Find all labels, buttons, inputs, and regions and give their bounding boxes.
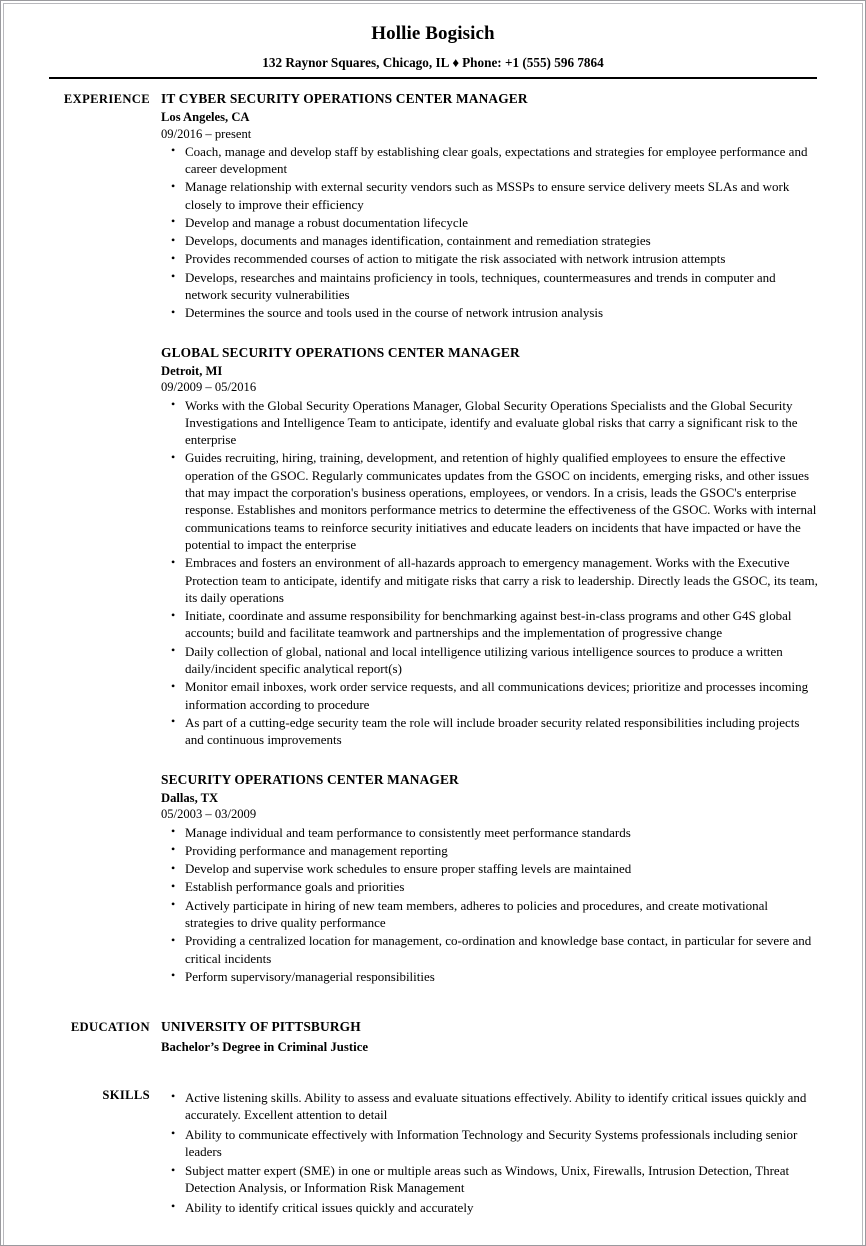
list-item: • Daily collection of global, national and local intelligence utilizing various intelligence sources to produce a written daily/incident specific analytical report(s) (161, 643, 818, 678)
list-item: • Coach, manage and develop staff by establishing clear goals, expectations and strategies for employee performance and career development (161, 143, 818, 178)
job-responsibility-list (161, 397, 818, 749)
list-item: • Manage individual and team performance to consistently meet performance standards (161, 824, 818, 841)
section-body-experience (161, 91, 862, 985)
section-label-experience: EXPERIENCE (63, 91, 150, 106)
job-title: IT CYBER SECURITY OPERATIONS CENTER MANAGER (161, 90, 528, 106)
job-location: Detroit, MI (161, 364, 223, 379)
diamond-separator-icon: ♦ (452, 54, 460, 70)
section-skills (4, 1087, 862, 1216)
list-item: • Active listening skills. Ability to assess and evaluate situations effectively. Ability to identify critical issues quickly and accurately. Excellent attention to detail (161, 1089, 824, 1124)
section-label-skills: SKILLS (102, 1087, 150, 1102)
candidate-phone: Phone: +1 (555) 596 7864 (462, 54, 604, 70)
candidate-contact-line (4, 55, 862, 71)
list-item: • Providing performance and management reporting (161, 842, 818, 859)
list-item: • Determines the source and tools used in the course of network intrusion analysis (161, 304, 818, 321)
list-item: • Guides recruiting, hiring, training, development, and retention of highly qualified employees to ensure the effective operation of the GSOC. Regularly communicates updates from the GSOC on incidents, emerging risks, and other issues that may impact the corporation's business operations, employees, or vendors. In a crisis, leads the GSOC's enterprise response. Establishes and monitors performance metrics to determine the effectiveness of the GSOC. Works with internal communications teams to reinforce security initiatives and educate leaders on incidents that have impacted or have the potential to impact the enterprise (161, 449, 818, 553)
job-responsibility-list (161, 143, 818, 322)
skills-list (161, 1089, 824, 1216)
list-item: • Manage relationship with external security vendors such as MSSPs to ensure service delivery meets SLAs and work closely to improve their efficiency (161, 178, 818, 213)
section-body-education (161, 1019, 862, 1056)
section-education (4, 1019, 862, 1056)
section-body-skills (161, 1087, 862, 1216)
candidate-address: 132 Raynor Squares, Chicago, IL (262, 54, 450, 70)
candidate-name: Hollie Bogisich (371, 23, 495, 44)
list-item: • Actively participate in hiring of new team members, adheres to policies and procedures, and create motivational strategies to drive quality performance (161, 897, 818, 932)
list-item: • Develops, documents and manages identification, containment and remediation strategies (161, 232, 818, 249)
section-label-education: EDUCATION (70, 1020, 150, 1035)
header-divider (49, 77, 817, 79)
list-item: • Provides recommended courses of action to mitigate the risk associated with network intrusion attempts (161, 250, 818, 267)
list-item: • Ability to communicate effectively with Information Technology and Security Systems professionals including senior leaders (161, 1126, 824, 1161)
list-item: • Works with the Global Security Operations Manager, Global Security Operations Specialists and the Global Security Investigations and Intelligence Team to anticipate, identify and evaluate global risks that carry a significant risk to the enterprise (161, 397, 818, 449)
list-item: • Establish performance goals and priorities (161, 878, 818, 895)
job-responsibility-list (161, 824, 818, 986)
job-title: GLOBAL SECURITY OPERATIONS CENTER MANAGER (161, 344, 520, 360)
resume-header (4, 4, 862, 79)
list-item: • Embraces and fosters an environment of all-hazards approach to emergency management. Works with the Executive Protection team to anticipate, identify and mitigate risks that carry a risk to leadership. Directly leads the GSOC, its team, its daily operations (161, 554, 818, 606)
list-item: • Develop and supervise work schedules to ensure proper staffing levels are maintained (161, 860, 818, 877)
experience-entry (161, 772, 818, 986)
job-title: SECURITY OPERATIONS CENTER MANAGER (161, 771, 459, 787)
job-dates: 05/2003 – 03/2009 (161, 807, 257, 822)
job-location: Dallas, TX (161, 791, 219, 806)
resume-page-frame (3, 3, 863, 1245)
list-item: • Initiate, coordinate and assume responsibility for benchmarking against best-in-class programs and other G4S global accounts; build and facilitate teamwork and partnerships and the implementation of progressive change (161, 607, 818, 642)
list-item: • Develop and manage a robust documentation lifecycle (161, 214, 818, 231)
list-item: • As part of a cutting-edge security team the role will include broader security related responsibilities including projects and continuous improvements (161, 714, 818, 749)
list-item: • Providing a centralized location for management, co-ordination and knowledge base contact, in particular for severe and critical incidents (161, 932, 818, 967)
job-dates: 09/2009 – 05/2016 (161, 380, 257, 395)
list-item: • Develops, researches and maintains proficiency in tools, techniques, countermeasures and trends in computer and network security vulnerabilities (161, 269, 818, 304)
job-dates: 09/2016 – present (161, 126, 252, 141)
experience-entry (161, 345, 818, 749)
list-item: • Subject matter expert (SME) in one or multiple areas such as Windows, Unix, Firewalls, Intrusion Detection, Threat Detection Analysis, or Information Risk Management (161, 1162, 824, 1197)
section-experience (4, 91, 862, 985)
education-school: UNIVERSITY OF PITTSBURGH (161, 1019, 361, 1035)
education-degree: Bachelor’s Degree in Criminal Justice (161, 1039, 369, 1054)
list-item: • Monitor email inboxes, work order service requests, and all communications devices; prioritize and processes incoming information according to procedure (161, 678, 818, 713)
list-item: • Perform supervisory/managerial responsibilities (161, 968, 818, 985)
job-location: Los Angeles, CA (161, 110, 250, 125)
resume-content (4, 4, 862, 1216)
list-item: • Ability to identify critical issues quickly and accurately (161, 1199, 824, 1216)
experience-entry (161, 91, 818, 322)
